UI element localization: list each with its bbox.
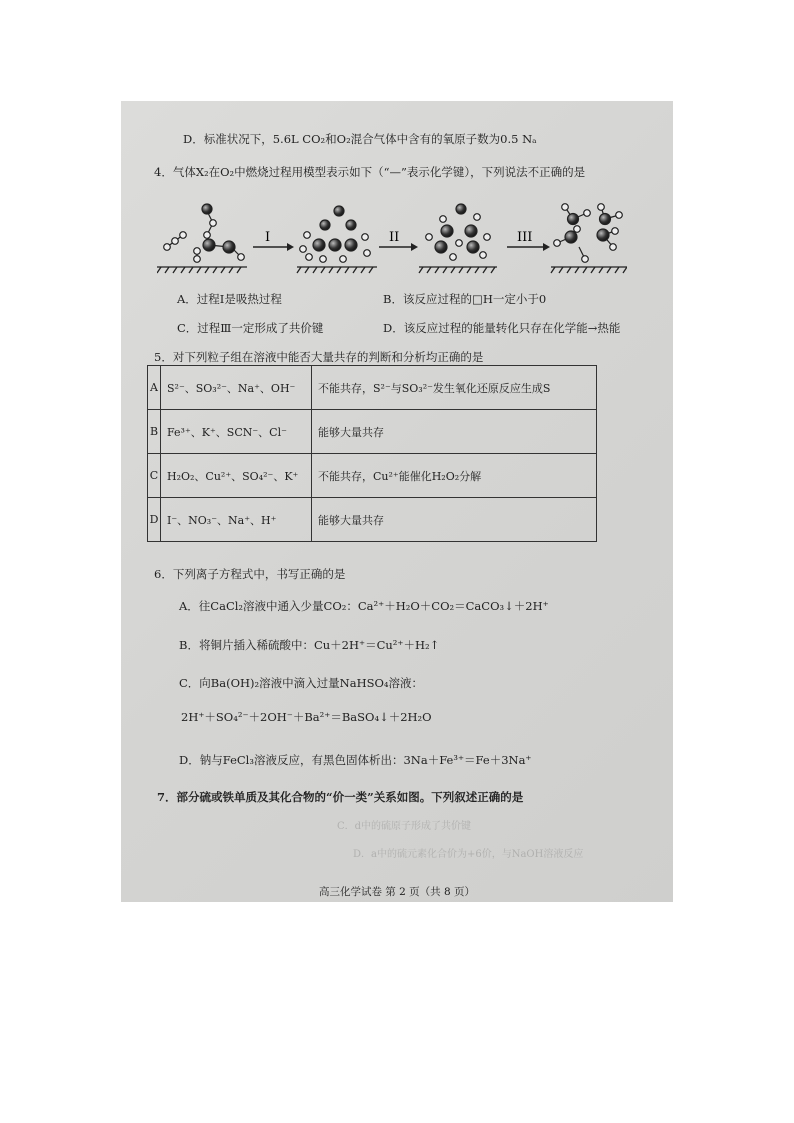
q6-option-d: D．钠与FeCl₃溶液反应，有黑色固体析出：3Na＋Fe³⁺＝Fe＋3Na⁺ — [179, 753, 532, 767]
arrow-1 — [253, 230, 294, 251]
row-key: C — [148, 454, 161, 498]
q7-stem: 7．部分硫或铁单质及其化合物的“价一类”关系如图。下列叙述正确的是 — [157, 790, 524, 804]
q4-option-c: C．过程Ⅲ一定形成了共价键 — [177, 321, 324, 335]
q4-option-a: A．过程Ⅰ是吸热过程 — [177, 292, 282, 306]
table-row — [148, 366, 597, 410]
bleed-through-line-2: D．a中的硫元素化合价为+6价，与NaOH溶液反应 — [353, 849, 584, 860]
surfaces — [157, 267, 627, 273]
row-species: H₂O₂、Cu²⁺、SO₄²⁻、K⁺ — [161, 454, 312, 498]
stage-3 — [426, 204, 491, 260]
arrow-2 — [379, 230, 418, 251]
q6-option-c: C．向Ba(OH)₂溶液中滴入过量NaHSO₄溶液： — [179, 676, 424, 690]
row-key: D — [148, 498, 161, 542]
q4-option-d: D．该反应过程的能量转化只存在化学能→热能 — [383, 321, 621, 335]
arrow-3 — [507, 230, 550, 251]
step-label-2: II — [389, 230, 400, 245]
row-species: I⁻、NO₃⁻、Na⁺、H⁺ — [161, 498, 312, 542]
q4-option-b: B．该反应过程的□H一定小于0 — [383, 292, 547, 306]
stage-2 — [300, 206, 371, 262]
q3-option-d: D．标准状况下，5.6L CO₂和O₂混合气体中含有的氧原子数为0.5 Nₐ — [183, 132, 537, 146]
row-analysis: 能够大量共存 — [312, 410, 597, 454]
bleed-through-line-1: C．d中的硫原子形成了共价键 — [337, 821, 472, 832]
q5-table — [147, 365, 597, 542]
exam-page — [121, 101, 673, 902]
table-row — [148, 410, 597, 454]
row-species: Fe³⁺、K⁺、SCN⁻、Cl⁻ — [161, 410, 312, 454]
q6-option-b: B．将铜片插入稀硫酸中：Cu＋2H⁺＝Cu²⁺＋H₂↑ — [179, 638, 440, 652]
stage-1 — [164, 204, 245, 262]
combustion-model-diagram — [157, 197, 627, 283]
stage-4 — [554, 204, 623, 263]
row-key: B — [148, 410, 161, 454]
step-label-1: I — [265, 230, 271, 245]
row-analysis: 能够大量共存 — [312, 498, 597, 542]
table-row — [148, 454, 597, 498]
row-species: S²⁻、SO₃²⁻、Na⁺、OH⁻ — [161, 366, 312, 410]
q4-stem: 4．气体X₂在O₂中燃烧过程用模型表示如下（“—”表示化学键），下列说法不正确的是 — [154, 165, 586, 179]
row-analysis: 不能共存，S²⁻与SO₃²⁻发生氧化还原反应生成S — [312, 366, 597, 410]
q6-option-c-equation: 2H⁺＋SO₄²⁻＋2OH⁻＋Ba²⁺＝BaSO₄↓＋2H₂O — [181, 710, 432, 724]
q5-stem: 5．对下列粒子组在溶液中能否大量共存的判断和分析均正确的是 — [154, 350, 484, 364]
step-label-3: III — [517, 230, 533, 245]
row-key: A — [148, 366, 161, 410]
q6-stem: 6．下列离子方程式中，书写正确的是 — [154, 567, 346, 581]
q6-option-a: A．往CaCl₂溶液中通入少量CO₂：Ca²⁺＋H₂O＋CO₂＝CaCO₃↓＋2H⁺ — [179, 599, 549, 613]
page-footer: 高三化学试卷 第 2 页（共 8 页） — [318, 886, 476, 898]
table-row — [148, 498, 597, 542]
row-analysis: 不能共存，Cu²⁺能催化H₂O₂分解 — [312, 454, 597, 498]
